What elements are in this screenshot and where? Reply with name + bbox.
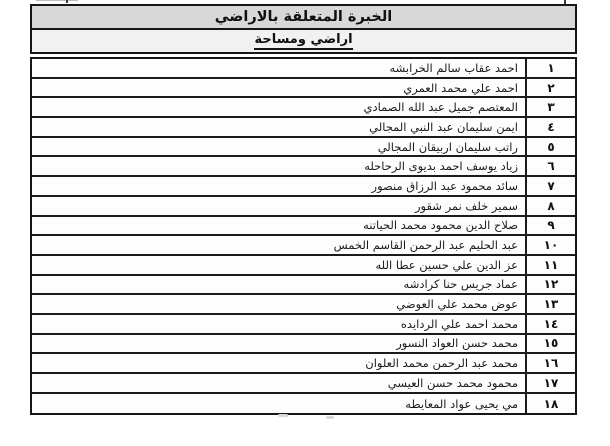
scan-artifact-line [66, 0, 68, 3]
person-name: محمد احمد علي الردايده [400, 316, 518, 331]
person-name: محمد حسن العواد النسور [396, 336, 518, 351]
person-name: محمد عبد الرحمن محمد العلوان [365, 356, 518, 371]
table-row [32, 197, 575, 217]
row-number: ٥ [525, 138, 575, 156]
scan-artifact-line [36, 0, 78, 1]
row-number: ٣ [525, 98, 575, 116]
person-name: محمود محمد حسن العيسي [387, 375, 518, 390]
row-number: ١٤ [525, 315, 575, 333]
row-number: ٦ [525, 157, 575, 175]
table-row [32, 138, 575, 158]
person-name: مي يحيى عواد المعايطه [405, 396, 518, 411]
row-number: ١٢ [525, 276, 575, 294]
table-row [32, 177, 575, 197]
person-name: راتب سليمان اربيقان المجالي [377, 139, 518, 154]
person-name: احمد علي محمد العمري [403, 80, 518, 95]
table-row [32, 118, 575, 138]
table-row [32, 236, 575, 256]
table-row [32, 335, 575, 355]
table-row [32, 394, 575, 414]
table-row [32, 256, 575, 276]
row-number: ١٨ [525, 394, 575, 414]
person-name: سائد محمود عبد الرزاق منصور [371, 178, 518, 193]
table-row [32, 217, 575, 237]
row-number: ١٦ [525, 354, 575, 372]
person-name: عماد جريس حنا كرادشه [403, 277, 518, 292]
scan-smudge [326, 416, 334, 419]
row-number: ١٣ [525, 295, 575, 313]
person-name: سمير خلف نمر شقور [414, 198, 518, 213]
table-row [32, 98, 575, 118]
row-number: ٢ [525, 79, 575, 97]
names-table [30, 57, 577, 415]
table-row [32, 276, 575, 296]
person-name: صلاح الدين محمود محمد الحياتنه [363, 218, 518, 233]
table-row [32, 315, 575, 335]
person-name: المعتصم جميل عبد الله الصمادي [363, 100, 518, 115]
table-row [32, 79, 575, 99]
table-row [32, 295, 575, 315]
page-title: الخبرة المتعلقة بالاراضي [214, 8, 393, 25]
page-subtitle: اراضي ومساحة [254, 33, 352, 50]
table-row [32, 374, 575, 394]
person-name: زياد يوسف احمد بديوى الرحاحله [364, 159, 518, 174]
row-number: ٩ [525, 217, 575, 235]
row-number: ١١ [525, 256, 575, 274]
person-name: عز الدين علي حسين عطا الله [375, 257, 518, 272]
row-number: ١ [525, 59, 575, 77]
scan-smudge [278, 414, 288, 417]
row-number: ٨ [525, 197, 575, 215]
row-number: ١٧ [525, 374, 575, 392]
person-name: عبد الحليم عبد الرحمن القاسم الخمس [333, 238, 518, 253]
table-row [32, 354, 575, 374]
row-number: ١٥ [525, 335, 575, 353]
person-name: احمد عقاب سالم الخرابشه [389, 60, 518, 75]
row-number: ١٠ [525, 236, 575, 254]
subtitle-row [32, 30, 575, 52]
table-row [32, 157, 575, 177]
person-name: عوض محمد علي العوضي [396, 297, 518, 312]
document-header [30, 4, 577, 54]
title-row [32, 6, 575, 30]
person-name: ايمن سليمان عبد النبي المجالي [369, 119, 518, 134]
row-number: ٧ [525, 177, 575, 195]
row-number: ٤ [525, 118, 575, 136]
table-row [32, 59, 575, 79]
